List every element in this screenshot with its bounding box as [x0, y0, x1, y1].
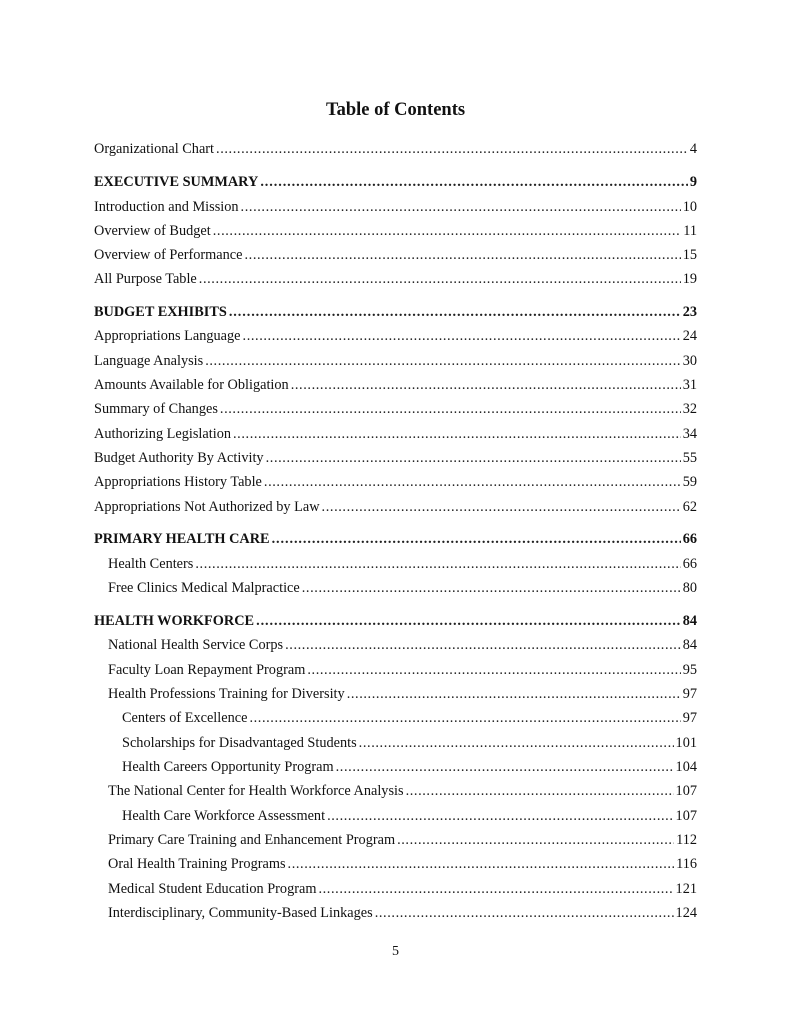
dot-leader [397, 830, 674, 850]
dot-leader [264, 472, 681, 492]
dot-leader [359, 733, 674, 753]
toc-entry-page: 97 [682, 710, 697, 726]
toc-entry-label: Authorizing Legislation [94, 426, 231, 442]
dot-leader [243, 326, 681, 346]
toc-entry-page: 10 [682, 199, 697, 215]
toc-entry-budget-authority-by-activity[interactable] [94, 448, 697, 468]
toc-entry-appropriations-not-authorized-by-law[interactable] [94, 497, 697, 517]
dot-leader [285, 635, 681, 655]
toc-entry-label: Amounts Available for Obligation [94, 377, 289, 393]
toc-entry-health-careers-opportunity-program[interactable] [122, 757, 697, 777]
toc-entry-amounts-available-for-obligation[interactable] [94, 375, 697, 395]
dot-leader [266, 448, 681, 468]
toc-entry-label: Interdisciplinary, Community-Based Linkages [108, 905, 373, 921]
toc-entry-page: 107 [675, 783, 697, 799]
dot-leader [288, 854, 675, 874]
toc-entry-label: Appropriations Not Authorized by Law [94, 499, 320, 515]
dot-leader [256, 611, 681, 631]
toc-entry-label: Oral Health Training Programs [108, 856, 286, 872]
toc-entry-language-analysis[interactable] [94, 351, 697, 371]
toc-entry-page: 104 [675, 759, 697, 775]
toc-entry-all-purpose-table[interactable] [94, 269, 697, 289]
toc-entry-label: Health Careers Opportunity Program [122, 759, 334, 775]
toc-entry-label: Scholarships for Disadvantaged Students [122, 735, 357, 751]
toc-entry-label: All Purpose Table [94, 271, 197, 287]
toc-entry-page: 97 [682, 686, 697, 702]
toc-section-label: EXECUTIVE SUMMARY [94, 174, 259, 190]
dot-leader [347, 684, 681, 704]
dot-leader [213, 221, 681, 241]
toc-entry-page: 107 [675, 808, 697, 824]
dot-leader [241, 197, 681, 217]
dot-leader [205, 351, 681, 371]
dot-leader [291, 375, 681, 395]
toc-entry-page: 80 [682, 580, 697, 596]
toc-entry-page: 19 [682, 271, 697, 287]
toc-entry-page: 34 [682, 426, 697, 442]
toc-entry-label: Overview of Performance [94, 247, 243, 263]
toc-entry-oral-health-training-programs[interactable] [108, 854, 697, 874]
toc-entry-interdisciplinary-community-based-linkages[interactable] [108, 903, 697, 923]
toc-entry-summary-of-changes[interactable] [94, 399, 697, 419]
dot-leader [244, 245, 680, 265]
toc-entry-overview-of-budget[interactable] [94, 221, 697, 241]
dot-leader [318, 879, 673, 899]
dot-leader [233, 424, 681, 444]
toc-entry-label: Language Analysis [94, 353, 204, 369]
toc-entry-introduction-and-mission[interactable] [94, 197, 697, 217]
toc-entry-label: Overview of Budget [94, 223, 211, 239]
toc-entry-centers-of-excellence[interactable] [122, 708, 697, 728]
toc-entry-scholarships-for-disadvantaged-students[interactable] [122, 733, 697, 753]
toc-entry-page: 15 [682, 247, 697, 263]
toc-entry-label: Free Clinics Medical Malpractice [108, 580, 300, 596]
toc-entry-primary-care-training-and-enhancement-program[interactable] [108, 830, 697, 850]
toc-entry-label: Health Centers [108, 556, 194, 572]
toc-entry-label: Health Professions Training for Diversity [108, 686, 345, 702]
toc-entry-label: Appropriations Language [94, 328, 241, 344]
toc-section-budget-exhibits[interactable] [94, 302, 697, 322]
toc-entry-page: 121 [675, 881, 697, 897]
toc-entry-page: 95 [682, 662, 697, 678]
toc-section-executive-summary[interactable] [94, 172, 697, 192]
toc-entry-page: 23 [682, 304, 697, 320]
toc-entry-organizational-chart[interactable] [94, 139, 697, 159]
dot-leader [327, 806, 673, 826]
toc-entry-national-center-for-health-workforce-analysis[interactable] [108, 781, 697, 801]
toc-entry-label: Introduction and Mission [94, 199, 239, 215]
toc-entry-page: 9 [689, 174, 697, 190]
toc-entry-label: Organizational Chart [94, 141, 215, 157]
toc-section-label: PRIMARY HEALTH CARE [94, 531, 270, 547]
toc-entry-health-centers[interactable] [108, 554, 697, 574]
toc-entry-page: 84 [682, 637, 697, 653]
dot-leader [229, 302, 681, 322]
dot-leader [307, 660, 680, 680]
dot-leader [199, 269, 681, 289]
toc-entry-page: 31 [682, 377, 697, 393]
toc-section-label: HEALTH WORKFORCE [94, 613, 255, 629]
dot-leader [272, 529, 681, 549]
toc-entry-appropriations-history-table[interactable] [94, 472, 697, 492]
toc-entry-label: Summary of Changes [94, 401, 218, 417]
page-title: Table of Contents [325, 100, 466, 120]
toc-entry-page: 24 [682, 328, 697, 344]
page-number: 5 [392, 944, 399, 959]
toc-entry-label: Faculty Loan Repayment Program [108, 662, 306, 678]
toc-entry-health-professions-training-for-diversity[interactable] [108, 684, 697, 704]
toc-entry-page: 11 [683, 223, 697, 239]
toc-entry-authorizing-legislation[interactable] [94, 424, 697, 444]
toc-entry-label: Centers of Excellence [122, 710, 248, 726]
toc-entry-overview-of-performance[interactable] [94, 245, 697, 265]
toc-entry-page: 66 [682, 531, 697, 547]
toc-entry-faculty-loan-repayment-program[interactable] [108, 660, 697, 680]
toc-entry-health-care-workforce-assessment[interactable] [122, 806, 697, 826]
toc-entry-page: 124 [675, 905, 697, 921]
toc-entry-page: 55 [682, 450, 697, 466]
toc-entry-page: 101 [675, 735, 697, 751]
toc-entry-appropriations-language[interactable] [94, 326, 697, 346]
dot-leader [220, 399, 681, 419]
dot-leader [375, 903, 674, 923]
table-of-contents [94, 0, 697, 1024]
toc-section-primary-health-care[interactable] [94, 529, 697, 549]
toc-entry-label: Budget Authority By Activity [94, 450, 264, 466]
toc-entry-page: 4 [689, 141, 697, 157]
toc-entry-page: 30 [682, 353, 697, 369]
toc-entry-label: Primary Care Training and Enhancement Program [108, 832, 396, 848]
toc-entry-page: 112 [676, 832, 697, 848]
toc-entry-page: 66 [682, 556, 697, 572]
toc-entry-page: 59 [682, 474, 697, 490]
toc-entry-national-health-service-corps[interactable] [108, 635, 697, 655]
toc-entry-free-clinics-medical-malpractice[interactable] [108, 578, 697, 598]
dot-leader [195, 554, 680, 574]
dot-leader [336, 757, 674, 777]
dot-leader [216, 139, 688, 159]
toc-entry-label: The National Center for Health Workforce Analysis [108, 783, 404, 799]
toc-entry-label: National Health Service Corps [108, 637, 284, 653]
toc-entry-label: Appropriations History Table [94, 474, 262, 490]
dot-leader [260, 172, 688, 192]
toc-entry-page: 62 [682, 499, 697, 515]
dot-leader [249, 708, 680, 728]
toc-entry-label: Health Care Workforce Assessment [122, 808, 326, 824]
toc-section-health-workforce[interactable] [94, 611, 697, 631]
toc-entry-page: 84 [682, 613, 697, 629]
toc-entry-page: 32 [682, 401, 697, 417]
dot-leader [302, 578, 681, 598]
toc-entry-medical-student-education-program[interactable] [108, 879, 697, 899]
dot-leader [322, 497, 681, 517]
dot-leader [406, 781, 674, 801]
toc-entry-label: Medical Student Education Program [108, 881, 317, 897]
toc-section-label: BUDGET EXHIBITS [94, 304, 227, 320]
toc-entry-page: 116 [676, 856, 697, 872]
